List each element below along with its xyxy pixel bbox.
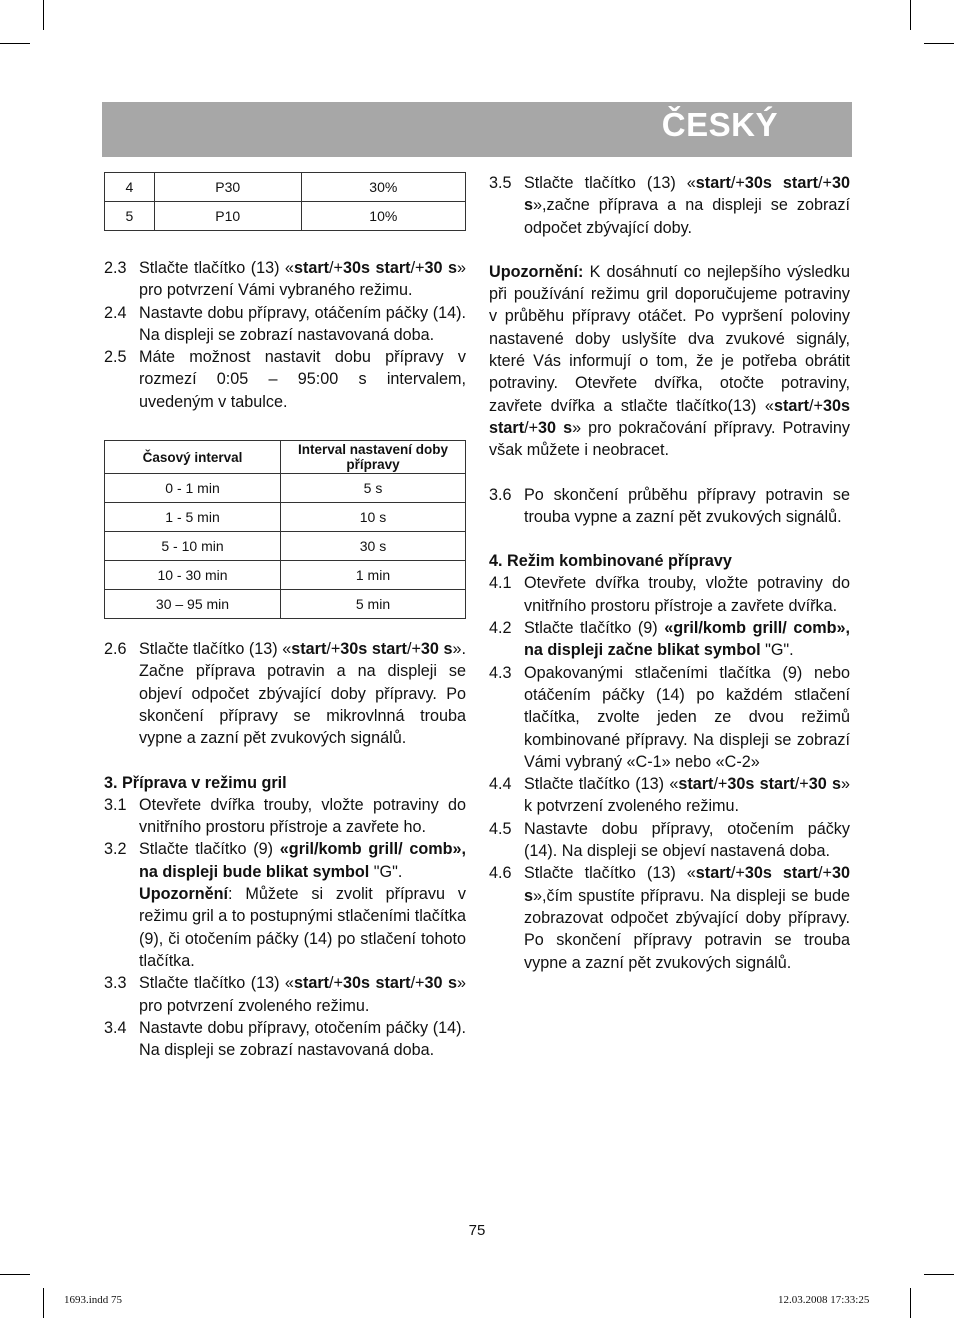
step-3-4: 3.4 Nastavte dobu přípravy, otočením páčky (14). Na displeji se zobrazí nastavovaná doba.: [104, 1018, 466, 1060]
step-3-5: 3.5 Stlačte tlačítko (13) «start/+30s start/+30 s»,začne příprava a na displeji se zobrazí odpočet zbývající doby.: [489, 174, 850, 237]
table-row: 4 P30 30%: [105, 173, 466, 202]
table-row: 1 - 5 min 10 s: [105, 503, 466, 532]
section-heading-combined: 4. Režim kombinované přípravy: [489, 552, 732, 571]
step-4-6: 4.6 Stlačte tlačítko (13) «start/+30s start/+30 s»,čím spustíte přípravu. Na displeji se bude zobrazovat odpočet zbývající doby přípravy. Po skončení přípravy potravin se trouba vypne a zazní pět zvukových signálů.: [489, 864, 850, 972]
table-row: 0 - 1 min 5 s: [105, 474, 466, 503]
step-4-3: 4.3 Opakovanými stlačeními tlačítka (9) nebo otáčením páčky (14) po každém stlačení tlačítka, zvolte jeden ze dvou režimů kombinované přípravy. Na displeji se zobrazí Vámi vybraný «C-1» nebo «C-2»: [489, 663, 850, 771]
step-4-2: 4.2 Stlačte tlačítko (9) «gril/komb grill/ comb», na displeji začne blikat symbol "G".: [489, 619, 851, 660]
footer-timestamp: 12.03.2008 17:33:25: [778, 1294, 870, 1306]
crop-mark: [910, 1288, 911, 1318]
step-2-3: 2.3 Stlačte tlačítko (13) «start/+30s start/+30 s» pro potvrzení Vámi vybraného režimu.: [104, 259, 466, 300]
right-column: [489, 172, 850, 974]
crop-mark: [910, 0, 911, 30]
step-4-4: 4.4 Stlačte tlačítko (13) «start/+30s start/+30 s» k potvrzení zvoleného režimu.: [489, 775, 850, 816]
step-3-2: 3.2 Stlačte tlačítko (9) «gril/komb grill/ comb», na displeji bude blikat symbol "G". Upozornění: Můžete si zvolit přípravu v režimu gril a to postupnými stlačeními tlačítka (9), či otočením páčky (14) po stlačení tohoto tlačítka.: [104, 840, 466, 970]
step-2-5: 2.5 Máte možnost nastavit dobu přípravy v rozmezí 0:05 – 95:00 s intervalem, uvedeným v tabulce.: [104, 348, 466, 411]
step-2-4: 2.4 Nastavte dobu přípravy, otáčením páčky (14). Na displeji se zobrazí nastavovaná doba.: [104, 303, 466, 344]
step-2-6: 2.6 Stlačte tlačítko (13) «start/+30s start/+30 s». Začne příprava potravin a na displeji se objeví odpočet zbývající doby přípravy. Po skončení přípravy se mikrovlnná trouba vypne a zazní pět zvukových signálů.: [104, 640, 466, 748]
left-column: [104, 172, 466, 1061]
section-heading-grill: 3. Příprava v režimu gril: [104, 773, 287, 792]
footer-file-info: 1693.indd 75: [64, 1294, 123, 1306]
language-title: ČESKÝ: [661, 106, 778, 143]
table-header-row: Časový interval Interval nastavení doby přípravy: [105, 441, 466, 474]
table-row: 5 - 10 min 30 s: [105, 532, 466, 561]
table-row: 10 - 30 min 1 min: [105, 561, 466, 590]
step-4-1: 4.1 Otevřete dvířka trouby, vložte potraviny do vnitřního prostoru přístroje a zavřete dvířka.: [489, 574, 850, 615]
table-row: 30 – 95 min 5 min: [105, 590, 466, 619]
step-4-5: 4.5 Nastavte dobu přípravy, otočením páčky (14). Na displeji se objeví nastavená doba.: [489, 819, 850, 861]
time-interval-table: [104, 440, 466, 619]
step-3-1: 3.1 Otevřete dvířka trouby, vložte potraviny do vnitřního prostoru přístroje a zavřete ho.: [104, 795, 466, 837]
grill-note: Upozornění: K dosáhnutí co nejlepšího výsledku při používání režimu gril doporučujeme potraviny v průběhu přípravy otáčet. Po vypršení poloviny nastavené doby uslyšíte dva zvukové signály, které Vás informují o tom, že je potřeba obrátit potraviny. Otevřete dvířka, otočte potraviny, zavřete dvířka a stlačte tlačítko(13) «start/+30s start/+30 s» pro pokračování přípravy. Potraviny však můžete i neobracet.: [489, 262, 850, 460]
crop-mark: [0, 43, 30, 44]
crop-mark: [43, 0, 44, 30]
crop-mark: [0, 1274, 30, 1275]
language-header-bar: [102, 102, 852, 157]
page-number: 75: [468, 1222, 486, 1239]
crop-mark: [43, 1288, 44, 1318]
power-level-table: [104, 172, 466, 231]
table-row: 5 P10 10%: [105, 202, 466, 231]
step-3-3: 3.3 Stlačte tlačítko (13) «start/+30s start/+30 s» pro potvrzení zvoleného režimu.: [104, 974, 466, 1015]
step-3-6: 3.6 Po skončení průběhu přípravy potravin se trouba vypne a zazní pět zvukových signálů.: [489, 485, 850, 526]
crop-mark: [924, 43, 954, 44]
crop-mark: [924, 1274, 954, 1275]
